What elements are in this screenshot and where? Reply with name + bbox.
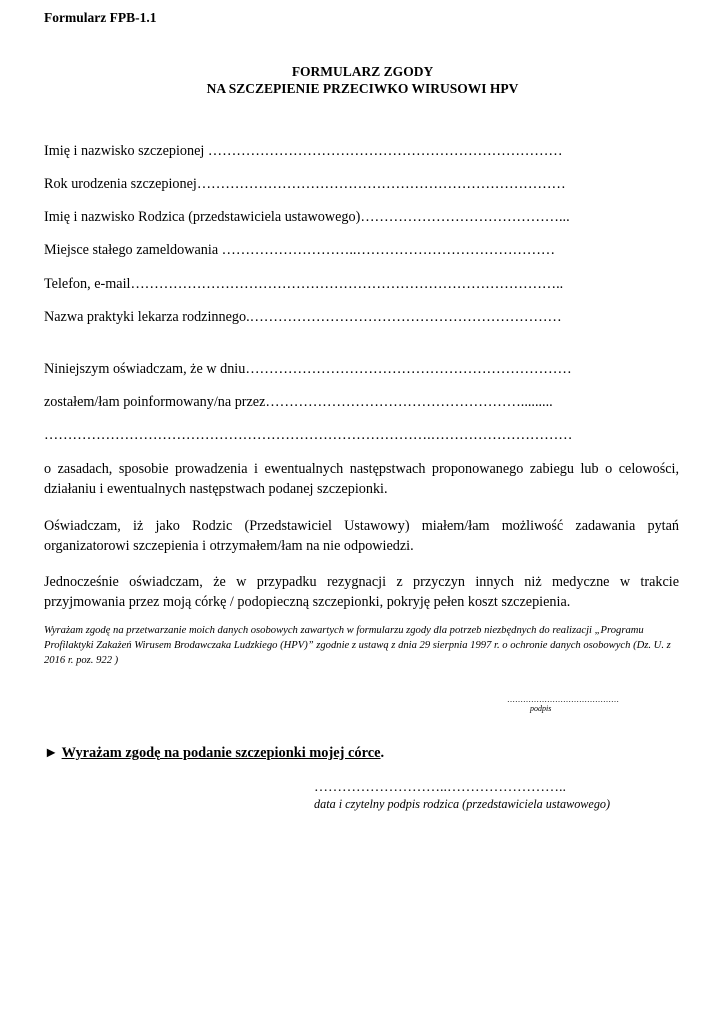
declaration-paragraph-costs: Jednocześnie oświadczam, że w przypadku rezygnacji z przyczyn innych niż medyczne w trakcie przyjmowania przez moją córkę / podopieczną szczepionki, pokryję pełen koszt szczepienia. <box>44 574 679 610</box>
agreement-period: . <box>380 745 385 761</box>
parent-signature-line[interactable]: ………………………..…………………….. <box>314 780 566 795</box>
form-id: Formularz FPB-1.1 <box>44 10 157 25</box>
field-parent-name[interactable]: Imię i nazwisko Rodzica (przedstawiciela ustawowego)……………………………………... <box>44 209 570 225</box>
arrow-right-icon: ► <box>44 745 59 761</box>
field-birth-year[interactable]: Rok urodzenia szczepionej…………………………………………………………………… <box>44 176 566 192</box>
declaration-informed-by-line[interactable]: zostałem/łam poinformowany/na przez………………………………………………......... <box>44 394 553 410</box>
field-residence[interactable]: Miejsce stałego zameldowania ………………………..…………………………………… <box>44 242 556 258</box>
signature-label: podpis <box>530 704 552 713</box>
field-family-practice[interactable]: Nazwa praktyki lekarza rodzinnego.………………………………………………………… <box>44 309 562 325</box>
agreement-text: Wyrażam zgodę na podanie szczepionki mojej córce <box>61 745 381 761</box>
signature-line[interactable]: …………………………………… <box>507 695 619 704</box>
declaration-date-line[interactable]: Niniejszym oświadczam, że w dniu…………………………………………………………… <box>44 361 572 377</box>
form-subtitle: NA SZCZEPIENIE PRZECIWKO WIRUSOWI HPV <box>206 81 519 96</box>
field-vaccinated-name[interactable]: Imię i nazwisko szczepionej ………………………………………………………………… <box>44 143 563 159</box>
field-phone-email[interactable]: Telefon, e-mail……………………………………………………………………………….. <box>44 276 564 292</box>
form-title: FORMULARZ ZGODY <box>291 64 434 79</box>
declaration-paragraph-questions: Oświadczam, iż jako Rodzic (Przedstawiciel Ustawowy) miałem/łam możliwość zadawania pytań organizatorowi szczepienia i otrzymałem/łam na nie odpowiedzi. <box>44 518 679 554</box>
agreement-statement <box>44 745 384 762</box>
parent-signature-label: data i czytelny podpis rodzica (przedstawiciela ustawowego) <box>314 797 611 811</box>
data-processing-consent: Wyrażam zgodę na przetwarzanie moich danych osobowych zawartych w formularzu zgody dla potrzeb niezbędnych do realizacji „Programu Profilaktyki Zakażeń Wirusem Brodawczaka Ludzkiego (HPV)” zgodnie z ustawą z dnia 29 sierpnia 1997 r. o ochronie danych osobowych (Dz. U. z 2016 r. poz. 922 ) <box>44 625 671 666</box>
declaration-blank-line[interactable]: ……………………………………………………………………….………………………… <box>44 427 573 443</box>
declaration-paragraph-info: o zasadach, sposobie prowadzenia i ewentualnych następstwach proponowanego zabiegu lub o celowości, działaniu i ewentualnych następstwach podanej szczepionki. <box>44 461 679 497</box>
